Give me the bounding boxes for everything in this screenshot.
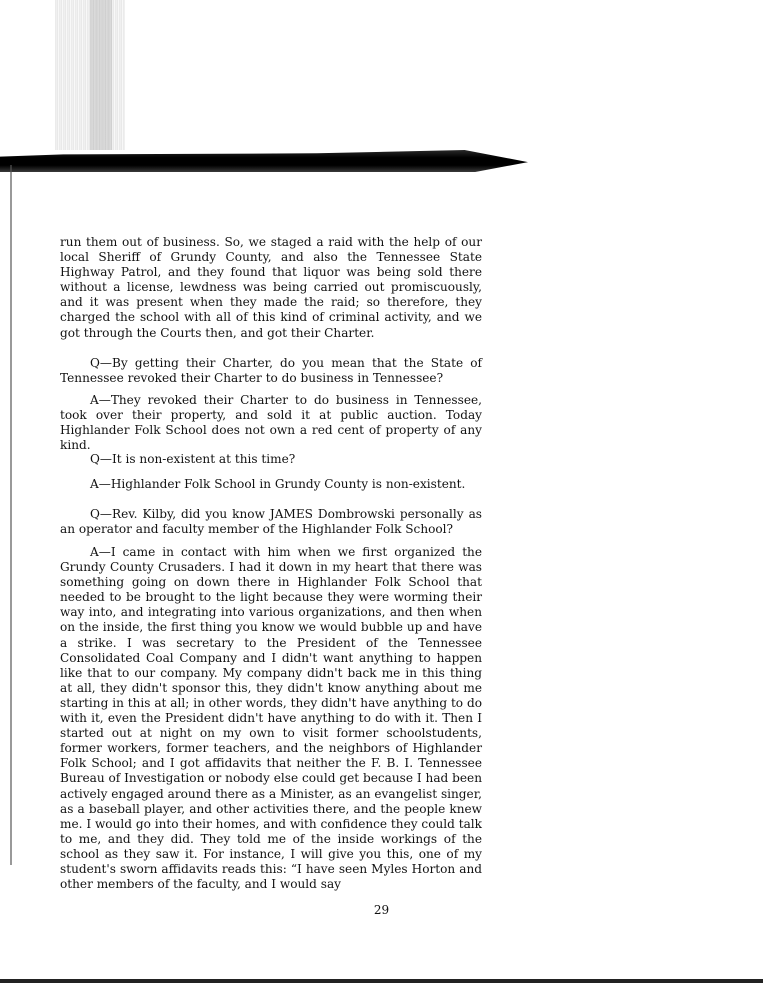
scan-artifact-strip-dark xyxy=(90,0,112,150)
paragraph-question-dombrowski: Q—Rev. Kilby, did you know JAMES Dombrowski personally as an operator and faculty member of the Highlander Folk School? xyxy=(60,507,482,537)
left-edge-line xyxy=(10,165,12,865)
paragraph-answer-nonexistent: A—Highlander Folk School in Grundy County is non-existent. xyxy=(90,477,466,491)
paragraph-question-charter: Q—By getting their Charter, do you mean that the State of Tennessee revoked their Charter to do business in Tennessee? xyxy=(60,356,482,386)
paragraph-question-nonexistent: Q—It is non-existent at this time? xyxy=(90,452,296,466)
top-black-bar xyxy=(0,150,528,172)
paragraph-continuation: run them out of business. So, we staged a raid with the help of our local Sheriff of Grundy County, and also the Tennessee State Highway Patrol, and they found that liquor was being sold there without a license, lewdness was being carried out promiscuously, and it was present when they made the raid; so therefore, they charged the school with all of this kind of criminal activity, and we got through the Courts then, and got their Charter. xyxy=(60,235,482,340)
paragraph-answer-revoked: A—They revoked their Charter to do business in Tennessee, took over their property, and sold it at public auction. Today Highlander Folk School does not own a red cent of property of any kind. xyxy=(60,393,482,453)
bottom-black-bar xyxy=(0,979,763,983)
page-number: 29 xyxy=(373,903,390,917)
paragraph-answer-crusaders: A—I came in contact with him when we first organized the Grundy County Crusaders. I had it down in my heart that there was something going on down there in Highlander Folk School that needed to be brought to the light because they were worming their way into, and integrating into various organizations, and then when on the inside, the first thing you know we would bubble up and have a strike. I was secretary to the President of the Tennessee Consolidated Coal Company and I didn't want anything to happen like that to our company. My company didn't back me in this thing at all, they didn't sponsor this, they didn't know anything about me starting in this at all; in other words, they didn't have anything to do with it, even the President didn't have anything to do with it. Then I started out at night on my own to visit former schoolstudents, former workers, former teachers, and the neighbors of Highlander Folk School; and I got affidavits that neither the F. B. I. Tennessee Bureau of Investigation or nobody else could get because I had been actively engaged around there as a Minister, as an evangelist singer, as a baseball player, and other activities there, and the people knew me. I would go into their homes, and with confidence they could talk to me, and they did. They told me of the inside workings of the school as they saw it. For instance, I will give you this, one of my student's sworn affidavits reads this: “I have seen Myles Horton and other members of the faculty, and I would say xyxy=(60,545,482,892)
